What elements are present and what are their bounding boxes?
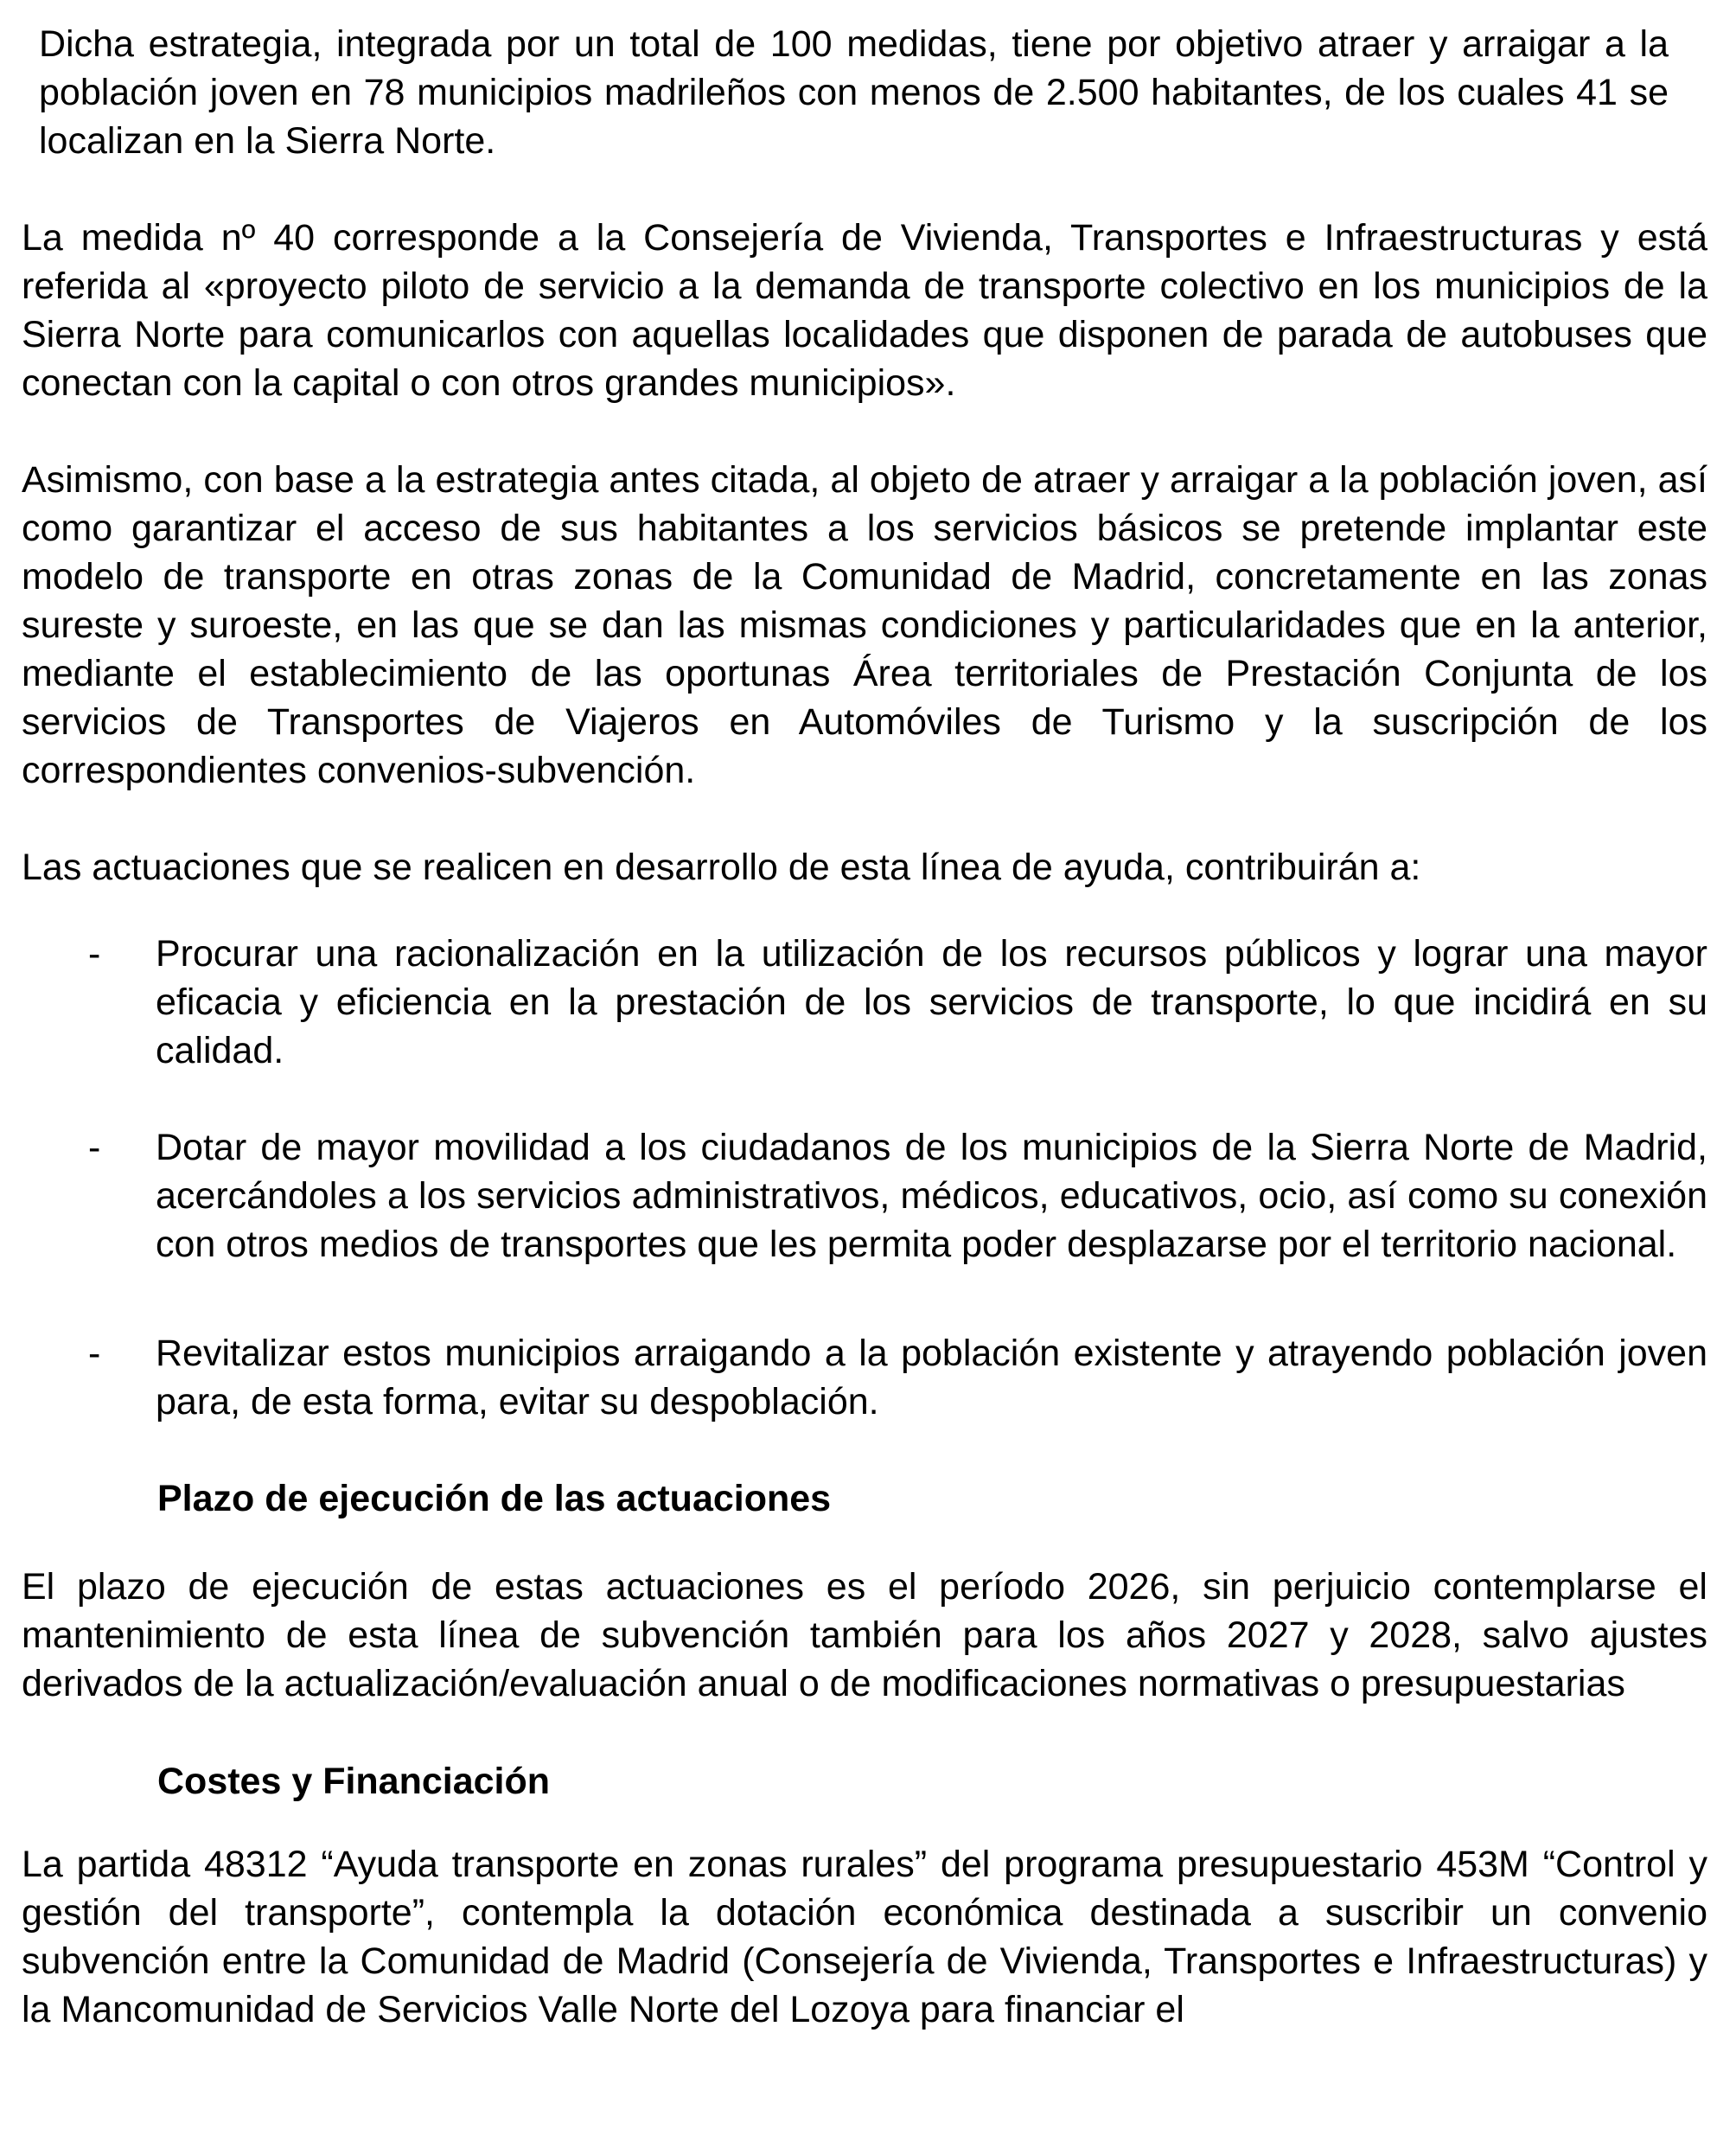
heading-plazo-ejecucion: Plazo de ejecución de las actuaciones (157, 1478, 832, 1519)
paragraph-estrategia: Dicha estrategia, integrada por un total de 100 medidas, tiene por objetivo atraer y arraigar a la población joven en 78 municipios madrileños con menos de 2.500 habitantes, de los cuales 41 se localizan en la Sierra Norte. (39, 23, 1669, 162)
paragraph-asimismo: Asimismo, con base a la estrategia antes citada, al objeto de atraer y arraigar a la población joven, así como garantizar el acceso de sus habitantes a los servicios básicos se pretende implantar este modelo de transporte en otras zonas de la Comunidad de Madrid, concretamente en las zonas sureste y suroeste, en las que se dan las mismas condiciones y particularidades que en la anterior, mediante el establecimiento de las oportunas Área territoriales de Prestación Conjunta de los servicios de Transportes de Viajeros en Automóviles de Turismo y la suscripción de los correspondientes convenios-subvención. (22, 459, 1707, 791)
bullet-text: Procurar una racionalización en la utilización de los recursos públicos y lograr una mayor eficacia y eficiencia en la prestación de los servicios de transporte, lo que incidirá en su calidad. (156, 933, 1707, 1071)
paragraph-medida-40: La medida nº 40 corresponde a la Consejería de Vivienda, Transportes e Infraestructuras y está referida al «proyecto piloto de servicio a la demanda de transporte colectivo en los municipios de la Sierra Norte para comunicarlos con aquellas localidades que disponen de parada de autobuses que conectan con la capital o con otros grandes municipios». (22, 217, 1707, 404)
bullet-text: Dotar de mayor movilidad a los ciudadanos de los municipios de la Sierra Norte de Madrid, acercándoles a los servicios administrativos, médicos, educativos, ocio, así como su conexión con otros medios de transportes que les permita poder desplazarse por el territorio nacional. (156, 1127, 1707, 1265)
bullet-text: Revitalizar estos municipios arraigando a la población existente y atrayendo población joven para, de esta forma, evitar su despoblación. (156, 1333, 1707, 1422)
paragraph-actuaciones-intro: Las actuaciones que se realicen en desarrollo de esta línea de ayuda, contribuirán a: (22, 847, 1421, 888)
bullet-dash-icon: - (88, 933, 101, 975)
paragraph-partida-48312: La partida 48312 “Ayuda transporte en zonas rurales” del programa presupuestario 453M “Control y gestión del transporte”, contempla la dotación económica destinada a suscribir un convenio subvención entre la Comunidad de Madrid (Consejería de Vivienda, Transportes e Infraestructuras) y la Mancomunidad de Servicios Valle Norte del Lozoya para financiar el (22, 1844, 1707, 2030)
bullet-dash-icon: - (88, 1333, 101, 1374)
bullet-dash-icon: - (88, 1127, 101, 1168)
bullet-item-revitalizar (22, 1329, 1707, 1426)
heading-costes-financiacion: Costes y Financiación (157, 1761, 551, 1802)
bullet-item-racionalizacion (22, 930, 1707, 1075)
bullet-item-movilidad (22, 1123, 1707, 1269)
paragraph-plazo-ejecucion: El plazo de ejecución de estas actuaciones es el período 2026, sin perjuicio contemplarse el mantenimiento de esta línea de subvención también para los años 2027 y 2028, salvo ajustes derivados de la actualización/evaluación anual o de modificaciones normativas o presupuestarias (22, 1566, 1707, 1704)
